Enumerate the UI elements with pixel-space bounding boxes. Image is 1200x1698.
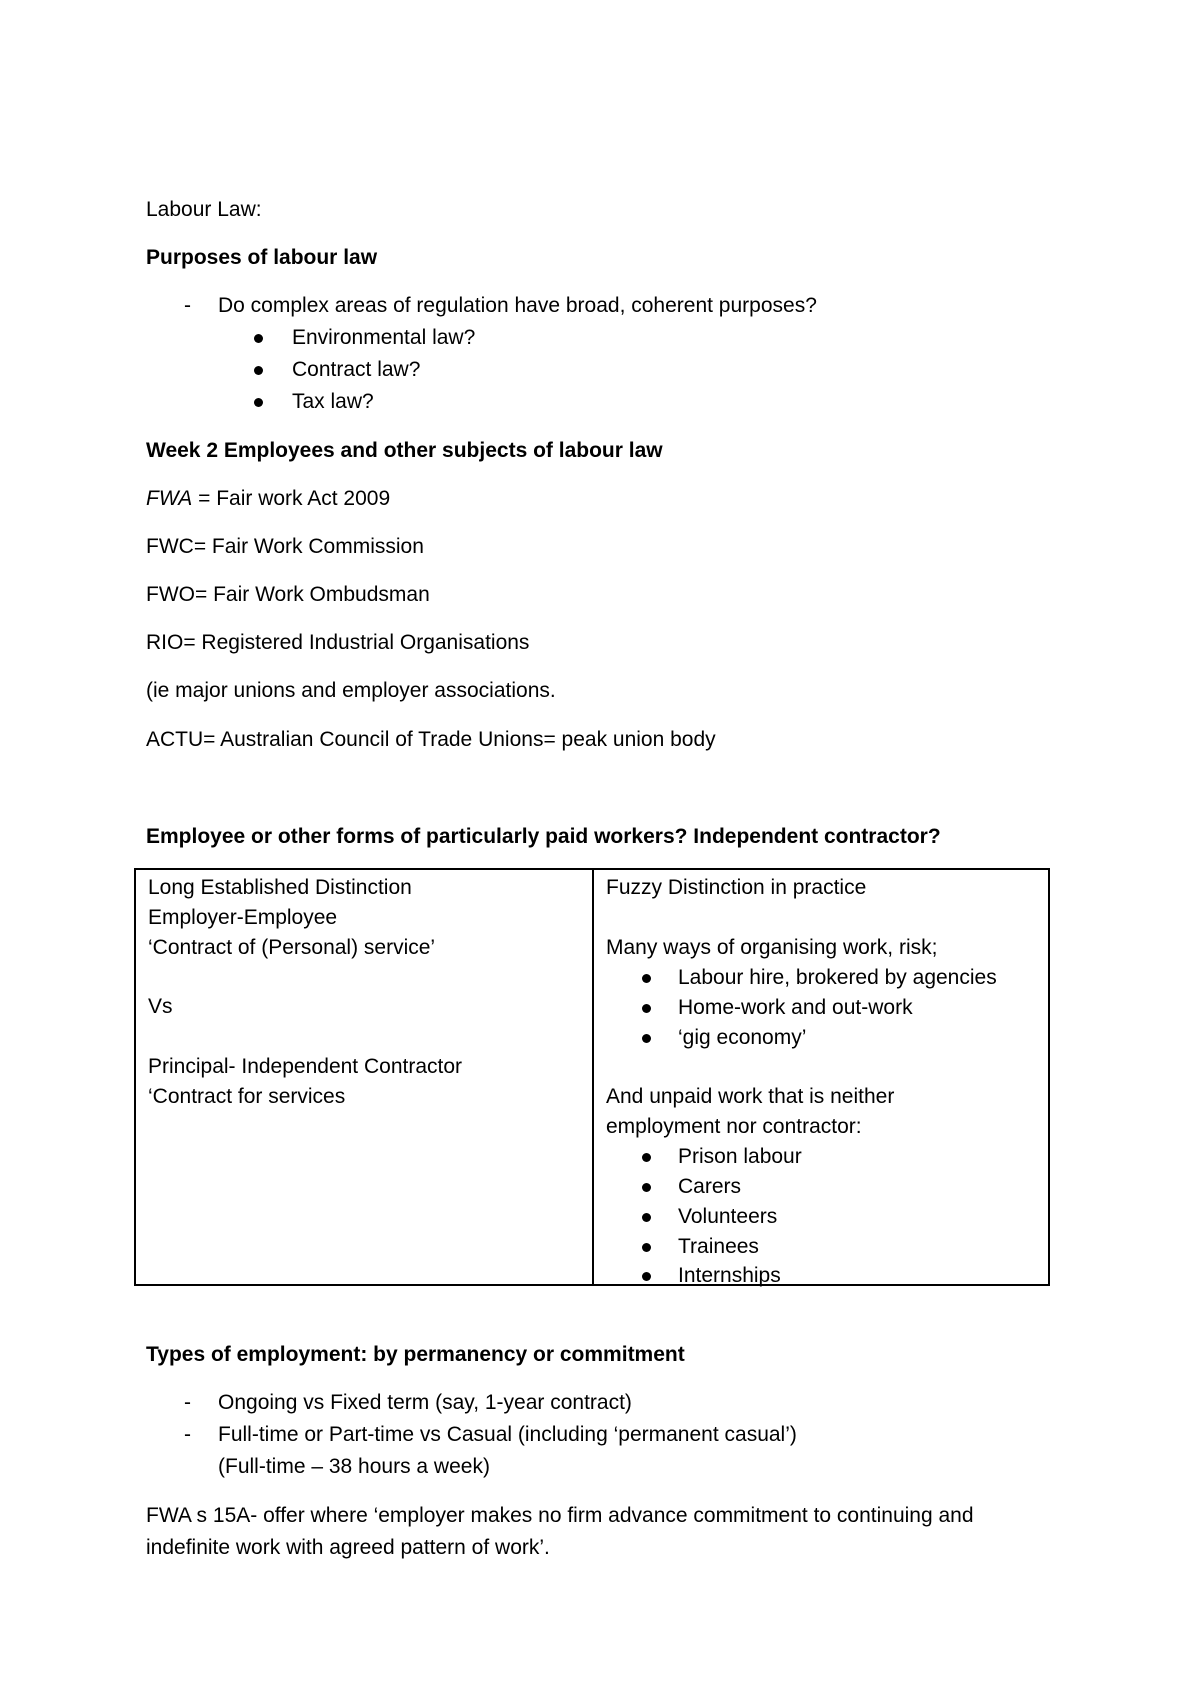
table-left-line: Principal- Independent Contractor (148, 1055, 463, 1078)
table-bullet-text: Trainees (678, 1235, 759, 1258)
fwo-definition: FWO= Fair Work Ombudsman (146, 583, 430, 606)
table-bullet-text: Volunteers (678, 1205, 778, 1228)
bullet-icon (642, 974, 651, 983)
table-right-line: Fuzzy Distinction in practice (606, 876, 867, 899)
purposes-question: Do complex areas of regulation have broad, coherent purposes? (218, 294, 817, 317)
bullet-icon (254, 366, 263, 375)
fwa-definition-text: = Fair work Act 2009 (192, 487, 391, 510)
types-note: (Full-time – 38 hours a week) (218, 1455, 490, 1478)
table-bullet-text: ‘gig economy’ (678, 1026, 807, 1049)
table-bullet-text: Labour hire, brokered by agencies (678, 966, 997, 989)
table-bullet-text: Internships (678, 1264, 781, 1287)
table-left-line: Employer-Employee (148, 906, 338, 929)
rio-definition: RIO= Registered Industrial Organisations (146, 631, 530, 654)
types-item-text: Ongoing vs Fixed term (say, 1-year contract) (218, 1391, 632, 1414)
table-left-line: Vs (148, 995, 173, 1018)
purposes-bullet-text: Environmental law? (292, 326, 476, 349)
purposes-bullet-text: Tax law? (292, 390, 374, 413)
week2-heading: Week 2 Employees and other subjects of labour law (146, 439, 663, 462)
table-cell-left (148, 870, 588, 1284)
bullet-icon (254, 334, 263, 343)
bullet-icon (642, 1272, 651, 1281)
dash-marker: - (184, 1391, 191, 1414)
bullet-icon (642, 1153, 651, 1162)
table-left-line: Long Established Distinction (148, 876, 412, 899)
distinction-table (134, 868, 1050, 1286)
bullet-icon (642, 1034, 651, 1043)
types-heading: Types of employment: by permanency or commitment (146, 1343, 685, 1366)
fwc-definition: FWC= Fair Work Commission (146, 535, 424, 558)
fwa-15a-line: FWA s 15A- offer where ‘employer makes no firm advance commitment to continuing and (146, 1504, 974, 1527)
table-left-line: ‘Contract for services (148, 1085, 346, 1108)
actu-definition: ACTU= Australian Council of Trade Unions= peak union body (146, 728, 716, 751)
table-right-line: employment nor contractor: (606, 1115, 862, 1138)
bullet-icon (642, 1183, 651, 1192)
table-bullet-text: Home-work and out-work (678, 996, 913, 1019)
bullet-icon (642, 1243, 651, 1252)
fwa-15a-line: indefinite work with agreed pattern of work’. (146, 1536, 550, 1559)
types-item-text: Full-time or Part-time vs Casual (including ‘permanent casual’) (218, 1423, 797, 1446)
table-right-line: Many ways of organising work, risk; (606, 936, 938, 959)
bullet-icon (642, 1004, 651, 1013)
purposes-bullet-text: Contract law? (292, 358, 421, 381)
table-cell-right (606, 870, 1046, 1287)
bullet-icon (642, 1213, 651, 1222)
dash-marker: - (184, 1423, 191, 1446)
employee-heading: Employee or other forms of particularly paid workers? Independent contractor? (146, 825, 941, 848)
table-left-line: ‘Contract of (Personal) service’ (148, 936, 436, 959)
dash-marker: - (184, 294, 191, 317)
rio-note: (ie major unions and employer associations. (146, 679, 556, 702)
bullet-icon (254, 398, 263, 407)
fwa-abbreviation: FWA (146, 487, 193, 510)
table-divider (592, 870, 594, 1284)
table-right-line: And unpaid work that is neither (606, 1085, 895, 1108)
table-bullet-text: Carers (678, 1175, 742, 1198)
fwa-definition (146, 486, 390, 512)
table-bullet-text: Prison labour (678, 1145, 802, 1168)
purposes-heading: Purposes of labour law (146, 246, 378, 269)
doc-title: Labour Law: (146, 198, 262, 221)
